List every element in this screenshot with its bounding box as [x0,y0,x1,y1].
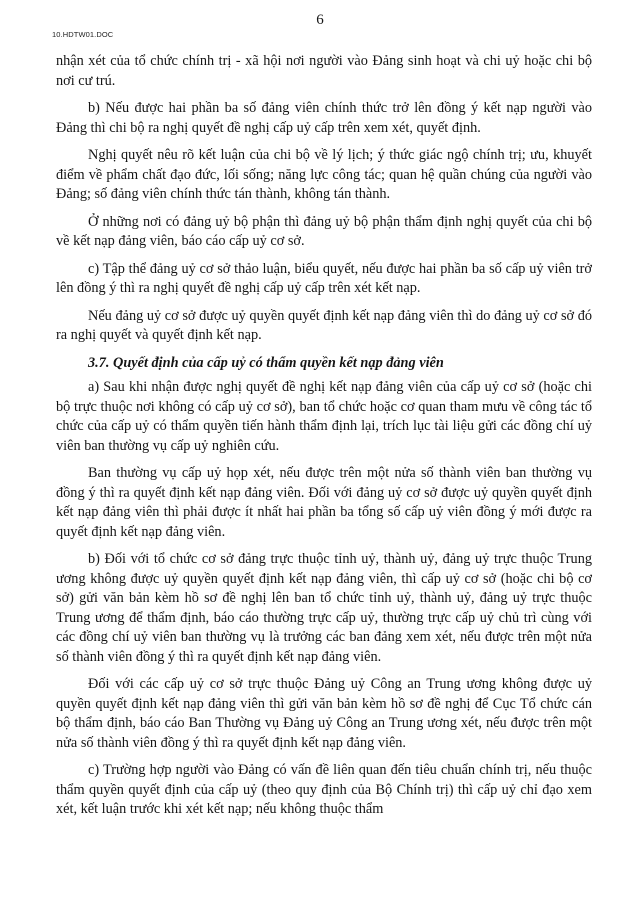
page-number: 6 [316,12,324,28]
paragraph: nhận xét của tổ chức chính trị - xã hội nơi người vào Đảng sinh hoạt và chi uỷ hoặc chi bộ nơi cư trú. [56,53,592,89]
paragraph: Nếu đảng uỷ cơ sở được uỷ quyền quyết định kết nạp đảng viên thì do đảng uỷ cơ sở đó ra nghị quyết và quyết định kết nạp. [56,307,592,343]
paragraph: b) Nếu được hai phần ba số đảng viên chính thức trở lên đồng ý kết nạp người vào Đảng thì chi bộ ra nghị quyết đề nghị cấp uỷ cấp trên xem xét, quyết định. [56,100,592,136]
document-body [56,52,592,828]
paragraph: Ban thường vụ cấp uỷ họp xét, nếu được trên một nửa số thành viên ban thường vụ đồng ý thì ra quyết định kết nạp đảng viên. Đối với đảng uỷ cơ sở được uỷ quyền quyết định kết nạp đảng viên thì phải được ít nhất hai phần ba tổng số cấp uỷ viên đồng ý mới được ra quyết định kết nạp đảng viên. [56,465,592,540]
paragraph: Đối với các cấp uỷ cơ sở trực thuộc Đảng uỷ Công an Trung ương không được uỷ quyền quyết định kết nạp đảng viên thì gửi văn bản kèm hồ sơ đề nghị để Cục Tổ chức cán bộ thẩm định, báo cáo Ban Thường vụ Đảng uỷ Công an Trung ương xét, nếu được trên một nửa số thành viên đồng ý thì ra quyết định kết nạp đảng viên. [56,676,592,751]
document-filename: 10.HDTW01.DOC [52,30,114,39]
paragraph: c) Tập thể đảng uỷ cơ sở thảo luận, biểu quyết, nếu được hai phần ba số cấp uỷ viên trở lên đồng ý thì ra nghị quyết đề nghị cấp uỷ cấp trên xét kết nạp. [56,260,592,296]
paragraph: c) Trường hợp người vào Đảng có vấn đề liên quan đến tiêu chuẩn chính trị, nếu thuộc thẩm quyền quyết định của cấp uỷ (theo quy định của Bộ Chính trị) thì cấp uỷ chỉ đạo xem xét, kết luận trước khi xét kết nạp; nếu không thuộc thẩm [56,762,592,817]
paragraph: a) Sau khi nhận được nghị quyết đề nghị kết nạp đảng viên của cấp uỷ cơ sở (hoặc chi bộ trực thuộc nơi không có cấp uỷ cơ sở), ban tổ chức hoặc cơ quan tham mưu về công tác tổ chức của cấp uỷ có thẩm quyền tiến hành thẩm định lại, trích lục tài liệu gửi các đồng chí uỷ viên ban thường vụ cấp uỷ nghiên cứu. [56,379,592,454]
paragraph: Ở những nơi có đảng uỷ bộ phận thì đảng uỷ bộ phận thẩm định nghị quyết của chi bộ về kết nạp đảng viên, báo cáo cấp uỷ cơ sở. [56,213,592,249]
paragraph: Nghị quyết nêu rõ kết luận của chi bộ về lý lịch; ý thức giác ngộ chính trị; ưu, khuyết điểm về phẩm chất đạo đức, lối sống; năng lực công tác; quan hệ quần chúng của người vào Đảng; số đảng viên chính thức tán thành, không tán thành. [56,147,592,202]
section-heading: 3.7. Quyết định của cấp uỷ có thẩm quyền kết nạp đảng viên [88,354,444,371]
paragraph: b) Đối với tổ chức cơ sở đảng trực thuộc tỉnh uỷ, thành uỷ, đảng uỷ trực thuộc Trung ương không được uỷ quyền quyết định kết nạp đảng viên, thì cấp uỷ cơ sở (hoặc chi bộ cơ sở) gửi văn bản kèm hồ sơ đề nghị lên ban tổ chức tỉnh uỷ, thành uỷ, đảng uỷ trực thuộc Trung ương để thẩm định, báo cáo thường trực cấp uỷ, thường trực cấp uỷ chủ trì cùng với các đồng chí uỷ viên ban thường vụ là trưởng các ban đảng xem xét, nếu được trên một nửa số thành viên đồng ý thì ra quyết định kết nạp đảng viên. [56,551,592,665]
